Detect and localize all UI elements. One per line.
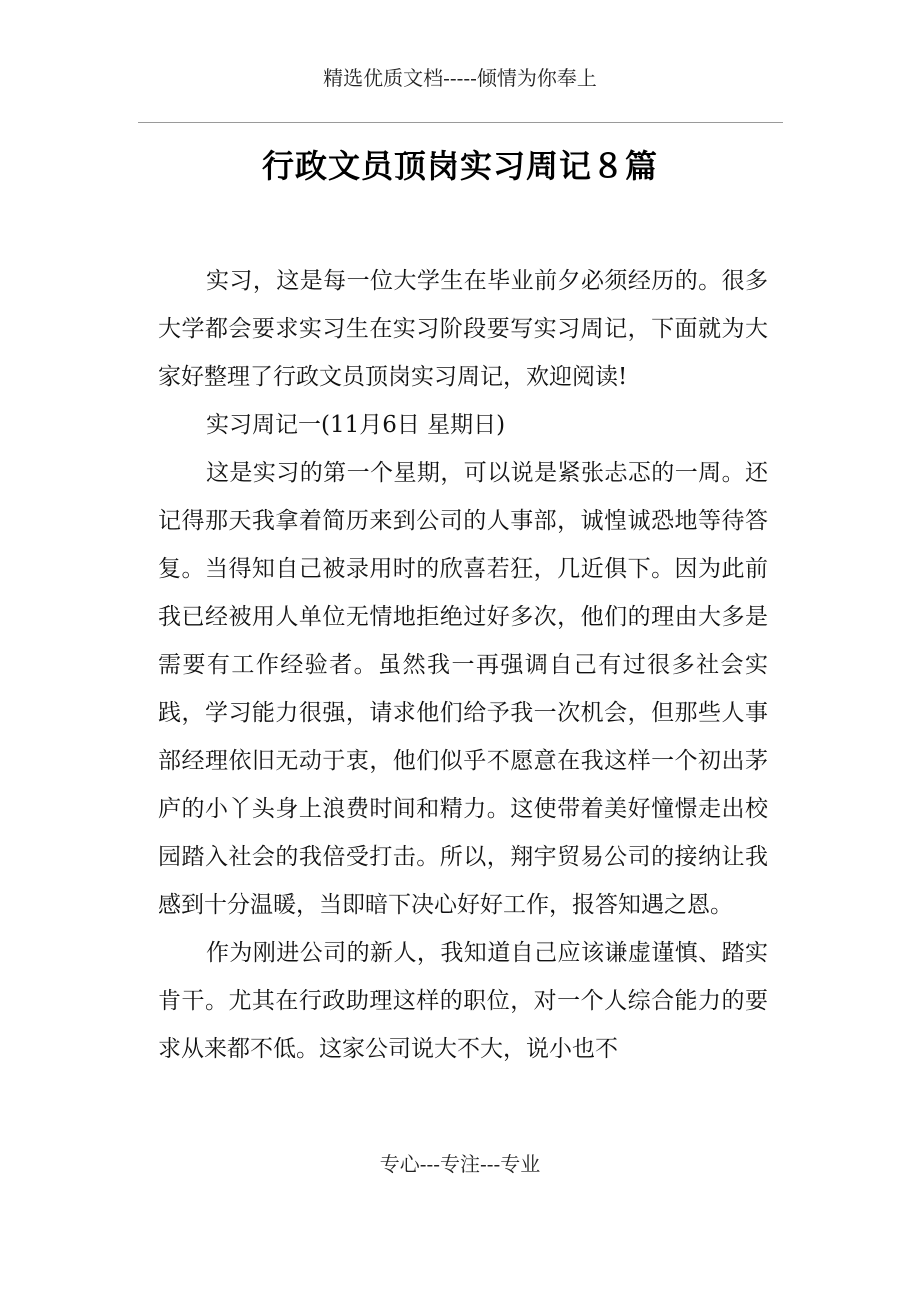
document-body xyxy=(158,257,768,1073)
entry-heading: 实习周记一(11月6日 星期日) xyxy=(206,412,506,438)
page-footer: 专心---专注---专业 xyxy=(379,1152,541,1176)
body-paragraph: 作为刚进公司的新人，我知道自己应该谦虚谨慎、踏实肯干。尤其在行政助理这样的职位，对一个人综合能力的要求从来都不低。这家公司说大不大，说小也不 xyxy=(158,940,768,1062)
header-divider xyxy=(138,122,783,123)
page-header: 精选优质文档-----倾情为你奉上 xyxy=(323,66,597,90)
body-paragraph: 这是实习的第一个星期，可以说是紧张忐忑的一周。还记得那天我拿着简历来到公司的人事部，诚惶诚恐地等待答复。当得知自己被录用时的欣喜若狂，几近俱下。因为此前我已经被用人单位无情地拒绝过好多次，他们的理由大多是需要有工作经验者。虽然我一再强调自己有过很多社会实践，学习能力很强，请求他们给予我一次机会，但那些人事部经理依旧无动于衷，他们似乎不愿意在我这样一个初出茅庐的小丫头身上浪费时间和精力。这使带着美好憧憬走出校园踏入社会的我倍受打击。所以，翔宇贸易公司的接纳让我感到十分温暖，当即暗下决心好好工作，报答知遇之恩。 xyxy=(158,460,768,918)
intro-paragraph: 实习，这是每一位大学生在毕业前夕必须经历的。很多大学都会要求实习生在实习阶段要写实习周记，下面就为大家好整理了行政文员顶岗实习周记，欢迎阅读! xyxy=(158,268,768,390)
document-title: 行政文员顶岗实习周记８篇 xyxy=(261,147,658,185)
